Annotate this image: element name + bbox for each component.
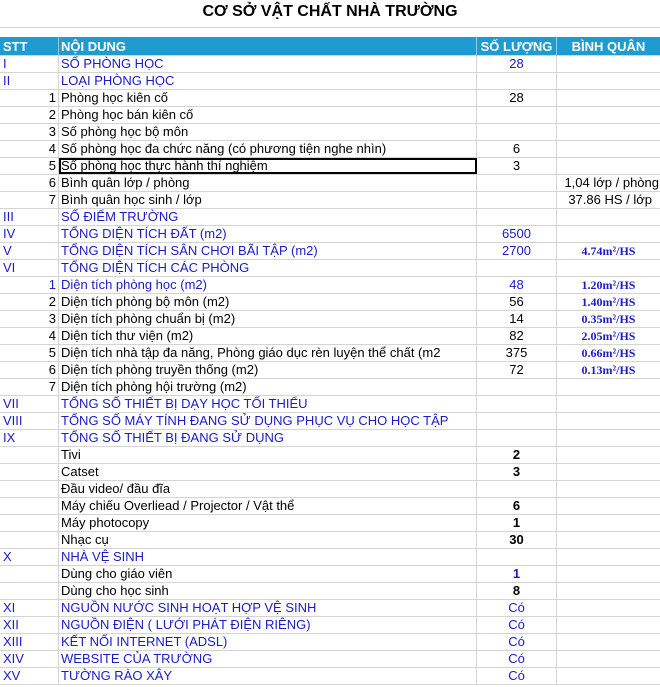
- cell-stt[interactable]: [0, 498, 59, 514]
- cell-avg[interactable]: [557, 651, 660, 667]
- cell-stt[interactable]: XII: [0, 617, 59, 633]
- cell-content[interactable]: Diện tích thư viện (m2): [59, 328, 477, 344]
- header-content[interactable]: NỘI DUNG: [59, 37, 477, 55]
- cell-qty[interactable]: 2700: [477, 243, 557, 259]
- cell-stt[interactable]: XIII: [0, 634, 59, 650]
- cell-qty[interactable]: 8: [477, 583, 557, 599]
- table-row: [0, 668, 660, 685]
- cell-stt[interactable]: [0, 447, 59, 463]
- cell-qty[interactable]: [477, 175, 557, 191]
- cell-qty[interactable]: 375: [477, 345, 557, 361]
- cell-content[interactable]: Diện tích phòng chuẩn bị (m2): [59, 311, 477, 327]
- cell-content[interactable]: TỔNG DIỆN TÍCH SÂN CHƠI BÃI TẬP (m2): [59, 243, 477, 259]
- cell-content[interactable]: Tivi: [59, 447, 477, 463]
- cell-stt[interactable]: 4: [0, 328, 59, 344]
- cell-avg[interactable]: [557, 617, 660, 633]
- table-row: [0, 430, 660, 447]
- table-row: [0, 294, 660, 311]
- cell-avg[interactable]: [557, 549, 660, 565]
- cell-qty[interactable]: Có: [477, 668, 557, 684]
- cell-qty[interactable]: 28: [477, 90, 557, 106]
- cell-stt[interactable]: XIV: [0, 651, 59, 667]
- table-row: [0, 226, 660, 243]
- cell-qty[interactable]: [477, 124, 557, 140]
- cell-qty[interactable]: 48: [477, 277, 557, 293]
- cell-content[interactable]: Đầu video/ đầu đĩa: [59, 481, 477, 497]
- cell-content[interactable]: SỐ ĐIỂM TRƯỜNG: [59, 209, 477, 225]
- cell-qty[interactable]: 6: [477, 141, 557, 157]
- cell-stt[interactable]: 5: [0, 158, 59, 174]
- cell-content[interactable]: Bình quân lớp / phòng: [59, 175, 477, 191]
- cell-stt[interactable]: 4: [0, 141, 59, 157]
- cell-stt[interactable]: 6: [0, 175, 59, 191]
- cell-stt[interactable]: [0, 583, 59, 599]
- cell-content[interactable]: TỔNG SỐ THIẾT BỊ DẠY HỌC TỐI THIỂU: [59, 396, 477, 412]
- cell-avg[interactable]: [557, 430, 660, 446]
- cell-avg[interactable]: [557, 260, 660, 276]
- table-row: [0, 260, 660, 277]
- cell-content[interactable]: Phòng học bán kiên cố: [59, 107, 477, 123]
- cell-avg[interactable]: 4.74m²/HS: [581, 244, 636, 258]
- cell-content[interactable]: Bình quân học sinh / lớp: [59, 192, 477, 208]
- cell-avg[interactable]: 0.66m²/HS: [581, 346, 636, 360]
- table-row: [0, 532, 660, 549]
- cell-content[interactable]: NGUỒN NƯỚC SINH HOẠT HỢP VỆ SINH: [59, 600, 477, 616]
- cell-stt[interactable]: 3: [0, 124, 59, 140]
- cell-stt[interactable]: II: [0, 73, 59, 89]
- cell-stt[interactable]: 2: [0, 107, 59, 123]
- table-row: [0, 583, 660, 600]
- cell-avg[interactable]: [557, 634, 660, 650]
- table-row: [0, 498, 660, 515]
- cell-qty[interactable]: 14: [477, 311, 557, 327]
- cell-avg[interactable]: 1.20m²/HS: [581, 278, 636, 292]
- cell-avg[interactable]: [557, 532, 660, 548]
- cell-qty[interactable]: Có: [477, 600, 557, 616]
- cell-qty[interactable]: [477, 413, 557, 429]
- cell-content[interactable]: Số phòng học đa chức năng (có phương tiện nghe nhìn): [59, 141, 477, 157]
- cell-content[interactable]: Diện tích phòng hội trường (m2): [59, 379, 477, 395]
- cell-content[interactable]: Diện tích nhà tập đa năng, Phòng giáo dục rèn luyện thể chất (m2: [59, 345, 477, 361]
- cell-content[interactable]: NGUỒN ĐIỆN ( LƯỚI PHÁT ĐIỆN RIÊNG): [59, 617, 477, 633]
- cell-content[interactable]: TƯỜNG RÀO XÂY: [59, 668, 477, 684]
- table-row: [0, 549, 660, 566]
- table-row: [0, 328, 660, 345]
- cell-qty[interactable]: [477, 209, 557, 225]
- table-row: [0, 107, 660, 124]
- table-row: [0, 600, 660, 617]
- cell-avg[interactable]: [557, 498, 660, 514]
- cell-stt[interactable]: 6: [0, 362, 59, 378]
- cell-qty[interactable]: 72: [477, 362, 557, 378]
- cell-qty[interactable]: 82: [477, 328, 557, 344]
- cell-stt[interactable]: 7: [0, 379, 59, 395]
- table-row: [0, 651, 660, 668]
- table-row: [0, 617, 660, 634]
- table-row: [0, 311, 660, 328]
- cell-avg[interactable]: [557, 583, 660, 599]
- cell-content[interactable]: Diện tích phòng bộ môn (m2): [59, 294, 477, 310]
- cell-content[interactable]: Số phòng học thực hành thí nghiệm: [59, 158, 477, 174]
- cell-qty[interactable]: 56: [477, 294, 557, 310]
- cell-content[interactable]: Nhạc cụ: [59, 532, 477, 548]
- cell-qty[interactable]: [477, 396, 557, 412]
- cell-avg[interactable]: 1,04 lớp / phòng: [564, 175, 659, 190]
- cell-content[interactable]: WEBSITE CỦA TRƯỜNG: [59, 651, 477, 667]
- table-row: [0, 243, 660, 260]
- cell-avg[interactable]: [557, 379, 660, 395]
- cell-avg[interactable]: [557, 396, 660, 412]
- table-row: [0, 515, 660, 532]
- table-row: [0, 141, 660, 158]
- cell-qty[interactable]: 28: [477, 56, 557, 72]
- cell-stt[interactable]: [0, 464, 59, 480]
- table-row: [0, 158, 660, 175]
- table-row: [0, 345, 660, 362]
- cell-stt[interactable]: 3: [0, 311, 59, 327]
- cell-stt[interactable]: [0, 532, 59, 548]
- cell-content[interactable]: KẾT NỐI INTERNET (ADSL): [59, 634, 477, 650]
- cell-stt[interactable]: 1: [0, 90, 59, 106]
- cell-avg[interactable]: [557, 413, 660, 429]
- cell-content[interactable]: Phòng học kiên cố: [59, 90, 477, 106]
- cell-content[interactable]: Diện tích phòng truyền thống (m2): [59, 362, 477, 378]
- cell-qty[interactable]: 30: [477, 532, 557, 548]
- cell-avg[interactable]: [557, 158, 660, 174]
- table-row: [0, 362, 660, 379]
- cell-qty[interactable]: 1: [477, 566, 557, 582]
- cell-qty[interactable]: 1: [477, 515, 557, 531]
- cell-stt[interactable]: III: [0, 209, 59, 225]
- table-row: [0, 209, 660, 226]
- cell-stt[interactable]: VIII: [0, 413, 59, 429]
- cell-qty[interactable]: [477, 260, 557, 276]
- cell-avg[interactable]: [557, 107, 660, 123]
- cell-avg[interactable]: [557, 464, 660, 480]
- cell-content[interactable]: TỔNG DIỆN TÍCH CÁC PHÒNG: [59, 260, 477, 276]
- cell-qty[interactable]: 6500: [477, 226, 557, 242]
- table-row: [0, 192, 660, 209]
- title-row: [0, 0, 660, 28]
- table-row: [0, 413, 660, 430]
- cell-qty[interactable]: [477, 481, 557, 497]
- cell-content[interactable]: SỐ PHÒNG HỌC: [59, 56, 477, 72]
- cell-avg[interactable]: 0.13m²/HS: [581, 363, 636, 377]
- cell-stt[interactable]: 7: [0, 192, 59, 208]
- cell-stt[interactable]: XV: [0, 668, 59, 684]
- table-row: [0, 396, 660, 413]
- cell-qty[interactable]: 6: [477, 498, 557, 514]
- table-row: [0, 464, 660, 481]
- header-row: [0, 37, 660, 56]
- cell-qty[interactable]: Có: [477, 634, 557, 650]
- cell-content[interactable]: NHÀ VỆ SINH: [59, 549, 477, 565]
- header-qty[interactable]: SỐ LƯỢNG: [477, 37, 557, 55]
- cell-avg[interactable]: [557, 515, 660, 531]
- cell-qty[interactable]: 2: [477, 447, 557, 463]
- sheet-title: CƠ SỞ VẬT CHẤT NHÀ TRƯỜNG: [202, 3, 458, 20]
- cell-qty[interactable]: 3: [477, 158, 557, 174]
- cell-avg[interactable]: [557, 56, 660, 72]
- table-row: [0, 566, 660, 583]
- table-row: [0, 124, 660, 141]
- cell-content[interactable]: Dùng cho học sinh: [59, 583, 477, 599]
- cell-content[interactable]: Máy photocopy: [59, 515, 477, 531]
- cell-qty[interactable]: Có: [477, 617, 557, 633]
- table-row: [0, 175, 660, 192]
- table-row: [0, 56, 660, 73]
- cell-content[interactable]: Diện tích phòng học (m2): [59, 277, 477, 293]
- cell-avg[interactable]: 2.05m²/HS: [581, 329, 636, 343]
- table-row: [0, 481, 660, 498]
- table-row: [0, 90, 660, 107]
- cell-avg[interactable]: [557, 600, 660, 616]
- cell-stt[interactable]: 2: [0, 294, 59, 310]
- cell-stt[interactable]: VII: [0, 396, 59, 412]
- cell-stt[interactable]: IX: [0, 430, 59, 446]
- table-row: [0, 447, 660, 464]
- cell-stt[interactable]: 5: [0, 345, 59, 361]
- cell-qty[interactable]: [477, 430, 557, 446]
- table-row: [0, 634, 660, 651]
- header-stt[interactable]: STT: [0, 37, 59, 55]
- cell-stt[interactable]: I: [0, 56, 59, 72]
- cell-avg[interactable]: [557, 481, 660, 497]
- cell-stt[interactable]: V: [0, 243, 59, 259]
- cell-avg[interactable]: 0.35m²/HS: [581, 312, 636, 326]
- table-row: [0, 277, 660, 294]
- cell-avg[interactable]: [557, 124, 660, 140]
- cell-stt[interactable]: VI: [0, 260, 59, 276]
- cell-avg[interactable]: [557, 447, 660, 463]
- cell-content[interactable]: LOẠI PHÒNG HỌC: [59, 73, 477, 89]
- cell-avg[interactable]: [557, 668, 660, 684]
- cell-stt[interactable]: IV: [0, 226, 59, 242]
- cell-content[interactable]: Catset: [59, 464, 477, 480]
- cell-stt[interactable]: [0, 481, 59, 497]
- cell-qty[interactable]: [477, 549, 557, 565]
- cell-content[interactable]: Dùng cho giáo viên: [59, 566, 477, 582]
- cell-avg[interactable]: [557, 566, 660, 582]
- cell-stt[interactable]: X: [0, 549, 59, 565]
- cell-avg[interactable]: [557, 141, 660, 157]
- cell-stt[interactable]: 1: [0, 277, 59, 293]
- cell-content[interactable]: TỔNG SỐ THIẾT BỊ ĐANG SỬ DỤNG: [59, 430, 477, 446]
- cell-stt[interactable]: [0, 566, 59, 582]
- cell-avg[interactable]: [557, 209, 660, 225]
- cell-qty[interactable]: [477, 192, 557, 208]
- cell-content[interactable]: TỔNG DIỆN TÍCH ĐẤT (m2): [59, 226, 477, 242]
- cell-content[interactable]: Máy chiếu Overliead / Projector / Vật thể: [59, 498, 477, 514]
- cell-content[interactable]: TỔNG SỐ MÁY TÍNH ĐANG SỬ DỤNG PHỤC VỤ CHO HỌC TẬP: [59, 413, 477, 429]
- cell-avg[interactable]: [557, 90, 660, 106]
- table-row: [0, 379, 660, 396]
- cell-avg[interactable]: [557, 73, 660, 89]
- cell-qty[interactable]: [477, 107, 557, 123]
- cell-qty[interactable]: Có: [477, 651, 557, 667]
- cell-stt[interactable]: XI: [0, 600, 59, 616]
- table-row: [0, 73, 660, 90]
- cell-qty[interactable]: [477, 73, 557, 89]
- cell-avg[interactable]: 37.86 HS / lớp: [568, 192, 652, 207]
- cell-qty[interactable]: [477, 379, 557, 395]
- cell-content[interactable]: Số phòng học bộ môn: [59, 124, 477, 140]
- cell-avg[interactable]: 1.40m²/HS: [581, 295, 636, 309]
- header-avg[interactable]: BÌNH QUÂN: [571, 39, 646, 54]
- cell-qty[interactable]: 3: [477, 464, 557, 480]
- cell-avg[interactable]: [557, 226, 660, 242]
- cell-stt[interactable]: [0, 515, 59, 531]
